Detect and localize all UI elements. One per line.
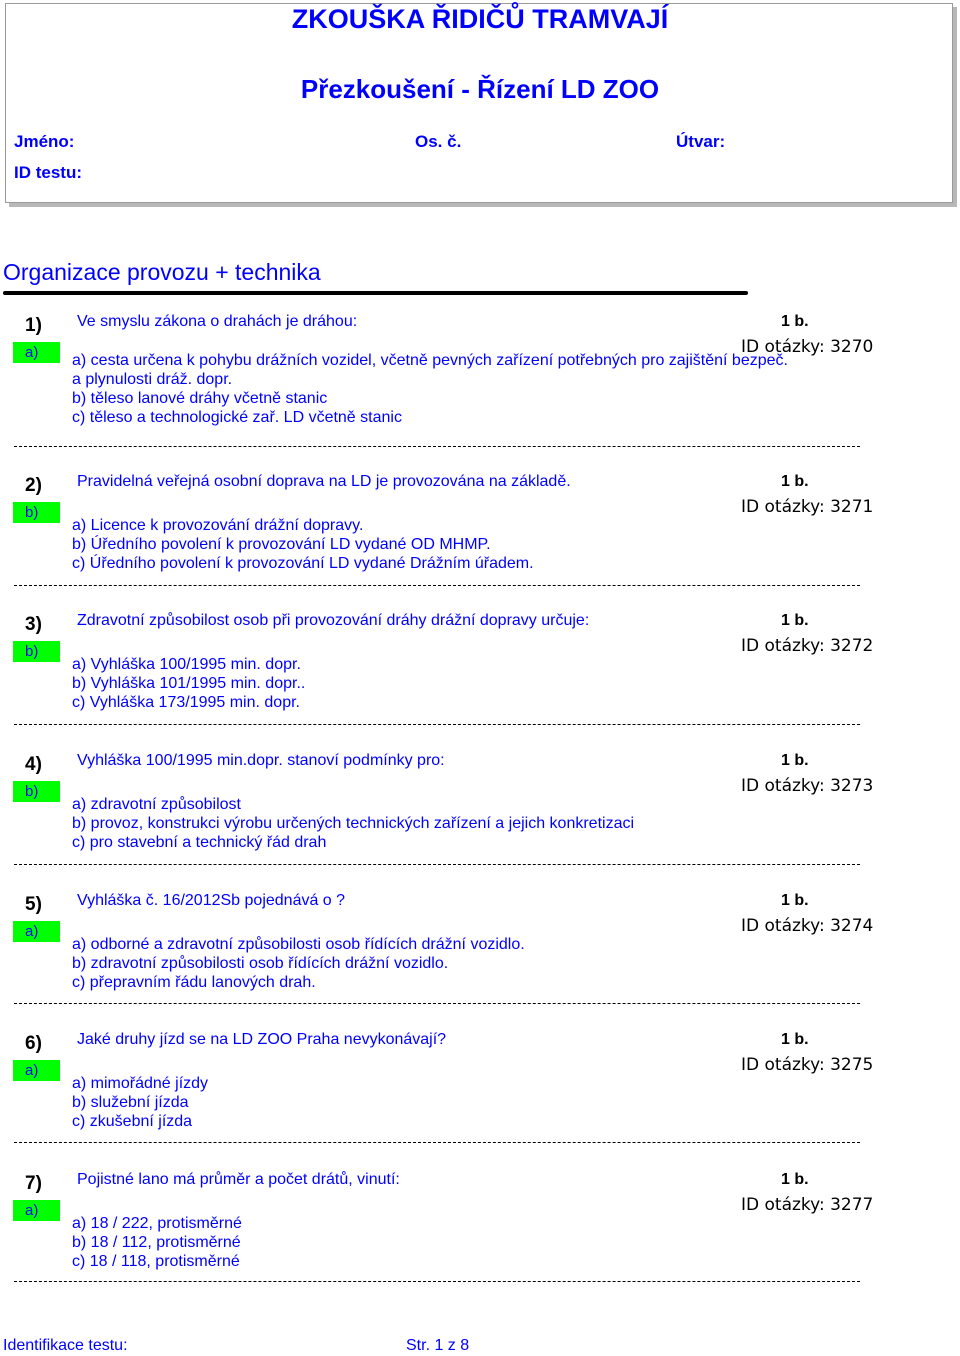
correct-answer-badge: a) [13, 1200, 60, 1221]
option: a) 18 / 222, protisměrné [72, 1215, 242, 1232]
points: 1 b. [781, 473, 809, 490]
correct-answer-badge: b) [13, 641, 60, 662]
question-id: ID otázky: 3277 [741, 1195, 874, 1215]
question-3 [0, 614, 960, 754]
question-6 [0, 1033, 960, 1173]
page-title: ZKOUŠKA ŘIDIČŮ TRAMVAJÍ [291, 4, 669, 34]
question-divider [14, 1281, 860, 1282]
question-id: ID otázky: 3273 [741, 776, 874, 796]
question-number: 3) [25, 614, 42, 635]
options-list [72, 1074, 208, 1131]
correct-answer-badge: a) [13, 921, 60, 942]
question-4 [0, 754, 960, 894]
options-list [72, 516, 534, 573]
option: b) provoz, konstrukci výrobu určených technických zařízení a jejich konkretizaci [72, 815, 635, 832]
correct-answer-badge: b) [13, 781, 60, 802]
question-divider [14, 1142, 860, 1143]
points: 1 b. [781, 313, 809, 330]
name-label: Jméno: [14, 132, 75, 151]
question-number: 4) [25, 754, 42, 775]
question-divider [14, 724, 860, 725]
question-text: Zdravotní způsobilost osob při provozování dráhy drážní dopravy určuje: [77, 612, 590, 629]
question-number: 5) [25, 894, 42, 915]
option: b) 18 / 112, protisměrné [72, 1234, 241, 1251]
option: c) zkušební jízda [72, 1113, 193, 1130]
option: b) těleso lanové dráhy včetně stanic [72, 390, 328, 407]
question-number: 1) [25, 315, 42, 336]
question-id: ID otázky: 3275 [741, 1055, 874, 1075]
question-1 [0, 315, 960, 455]
option: b) služební jízda [72, 1094, 189, 1111]
question-id: ID otázky: 3272 [741, 636, 874, 656]
option: b) Úředního povolení k provozování LD vydané OD MHMP. [72, 536, 491, 553]
options-list [72, 351, 788, 427]
question-id: ID otázky: 3271 [741, 497, 874, 517]
question-divider [14, 864, 860, 865]
question-id: ID otázky: 3274 [741, 916, 874, 936]
option: a) Licence k provozování drážní dopravy. [72, 517, 364, 534]
question-number: 7) [25, 1173, 42, 1194]
question-divider [14, 446, 860, 447]
option: c) Úředního povolení k provozování LD vydané Drážním úřadem. [72, 555, 534, 572]
points: 1 b. [781, 752, 809, 769]
correct-answer-badge: b) [13, 502, 60, 523]
points: 1 b. [781, 1171, 809, 1188]
option: c) pro stavební a technický řád drah [72, 834, 327, 851]
correct-answer-badge: a) [13, 1060, 60, 1081]
points: 1 b. [781, 1031, 809, 1048]
option: a) Vyhláška 100/1995 min. dopr. [72, 656, 301, 673]
question-divider [14, 1003, 860, 1004]
options-list [72, 1214, 242, 1271]
question-id: ID otázky: 3270 [741, 337, 874, 357]
section-title: Organizace provozu + technika [3, 259, 321, 285]
question-text: Ve smyslu zákona o drahách je dráhou: [77, 313, 358, 330]
correct-answer-badge: a) [13, 342, 60, 363]
option: b) zdravotní způsobilosti osob řídících drážní vozidlo. [72, 955, 449, 972]
option: a plynulosti dráž. dopr. [72, 371, 233, 388]
question-text: Pojistné lano má průměr a počet drátů, vinutí: [77, 1171, 400, 1188]
question-number: 6) [25, 1033, 42, 1054]
question-5 [0, 894, 960, 1034]
footer-identification: Identifikace testu: [3, 1337, 128, 1354]
options-list [72, 935, 525, 992]
question-divider [14, 585, 860, 586]
option: c) 18 / 118, protisměrné [72, 1253, 240, 1270]
question-text: Vyhláška č. 16/2012Sb pojednává o ? [77, 892, 346, 909]
option: c) Vyhláška 173/1995 min. dopr. [72, 694, 300, 711]
footer-page-number: Str. 1 z 8 [406, 1337, 470, 1354]
question-7 [0, 1173, 960, 1313]
option: a) odborné a zdravotní způsobilosti osob řídících drážní vozidlo. [72, 936, 525, 953]
question-2 [0, 475, 960, 615]
option: a) zdravotní způsobilost [72, 796, 241, 813]
question-text: Vyhláška 100/1995 min.dopr. stanoví podmínky pro: [77, 752, 445, 769]
section-rule [3, 291, 748, 295]
options-list [72, 655, 305, 712]
option: c) těleso a technologické zař. LD včetně stanic [72, 409, 402, 426]
option: b) Vyhláška 101/1995 min. dopr.. [72, 675, 306, 692]
points: 1 b. [781, 892, 809, 909]
question-number: 2) [25, 475, 42, 496]
test-id-label: ID testu: [14, 163, 82, 182]
page-subtitle: Přezkoušení - Řízení LD ZOO [300, 74, 660, 104]
points: 1 b. [781, 612, 809, 629]
option: c) přepravním řádu lanových drah. [72, 974, 316, 991]
option: a) mimořádné jízdy [72, 1075, 209, 1092]
options-list [72, 795, 634, 852]
question-text: Pravidelná veřejná osobní doprava na LD je provozována na základě. [77, 473, 571, 490]
option: a) cesta určena k pohybu drážních vozidel, včetně pevných zařízení potřebných pro zajištění bezpeč. [72, 352, 788, 369]
department-label: Útvar: [676, 132, 726, 151]
personal-number-label: Os. č. [415, 132, 462, 151]
question-text: Jaké druhy jízd se na LD ZOO Praha nevykonávají? [77, 1031, 447, 1048]
